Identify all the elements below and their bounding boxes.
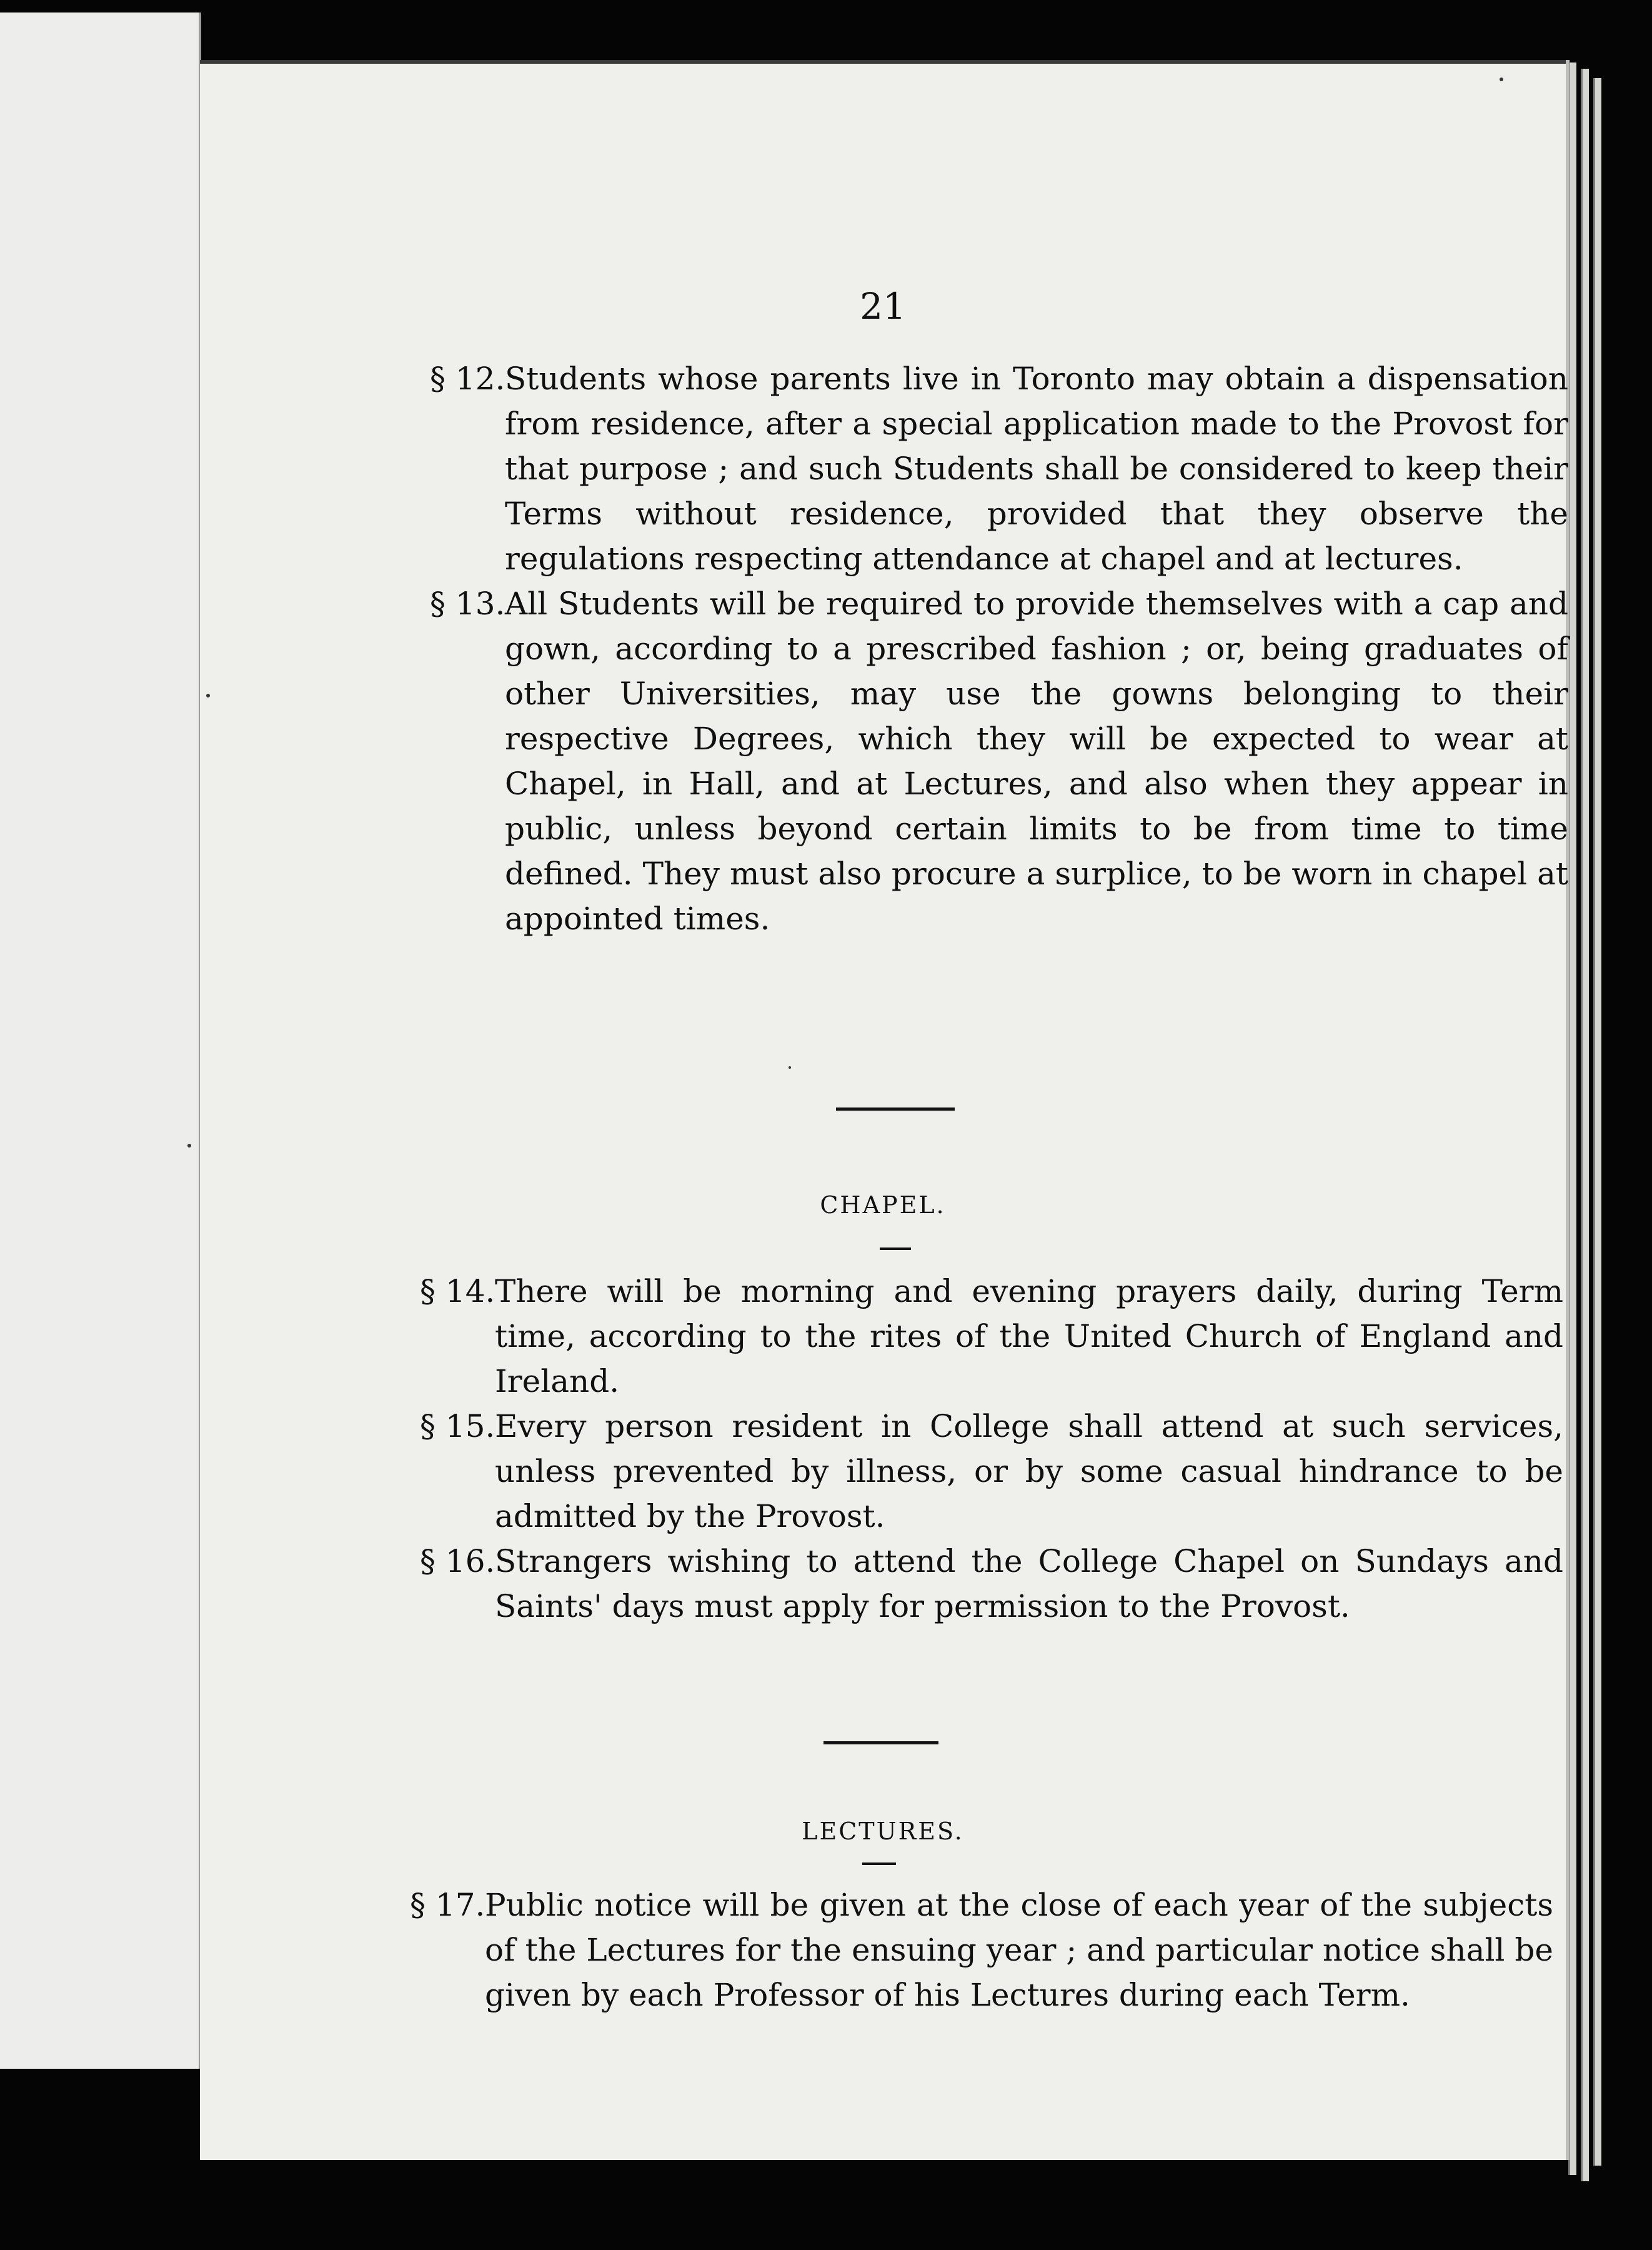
document-page (200, 60, 1570, 2160)
lectures-section (410, 1882, 1553, 2018)
scan-speck (187, 1144, 191, 1148)
lectures-heading: LECTURES. (802, 1818, 964, 1845)
section-number: § 12. (430, 361, 505, 397)
section-text: Public notice will be given at the close of each year of the subjects of the Lectures for the ensuing year ; and particular notice shall be given by each Professor of his Lectures during each Term. (485, 1887, 1553, 2013)
chapel-section (420, 1269, 1563, 1629)
heading-underline (862, 1862, 896, 1865)
section-text: Strangers wishing to attend the College Chapel on Sundays and Saints' days must apply for permission to the Provost. (495, 1543, 1563, 1624)
section-text: All Students will be required to provide themselves with a cap and gown, according to a prescribed fashion ; or, being graduates of other Universities, may use the gowns belonging to their respective Degrees, which they will be expected to wear at Chapel, in Hall, and at Lectures, and also when they appear in public, unless beyond certain limits to be from time to time defined. They must also procure a surplice, to be worn in chapel at appointed times. (505, 586, 1568, 937)
scan-speck (206, 694, 210, 698)
residence-section (430, 356, 1568, 941)
page-edge-strip (1581, 69, 1589, 2181)
section-16 (420, 1539, 1563, 1629)
section-text: Every person resident in College shall attend at such services, unless prevented by illness, or by some casual hindrance to be admitted by the Provost. (495, 1408, 1563, 1534)
section-12 (430, 356, 1568, 581)
section-number: § 15. (420, 1408, 495, 1444)
section-15 (420, 1404, 1563, 1539)
section-number: § 17. (410, 1887, 485, 1923)
scan-speck (1500, 78, 1503, 81)
heading-underline (880, 1248, 911, 1250)
section-17 (410, 1882, 1553, 2018)
section-text: Students whose parents live in Toronto may obtain a dispensation from residence, after a special application made to the Provost for that purpose ; and such Students shall be considered to keep their Terms without residence, provided that they observe the regulations respecting attendance at chapel and at lectures. (505, 361, 1568, 577)
facing-page-edge (0, 12, 201, 2069)
section-number: § 13. (430, 586, 505, 622)
section-13 (430, 581, 1568, 941)
chapel-heading: CHAPEL. (820, 1191, 946, 1219)
page-number: 21 (860, 285, 906, 328)
section-number: § 14. (420, 1273, 495, 1309)
section-divider (836, 1108, 955, 1111)
section-14 (420, 1269, 1563, 1404)
section-number: § 16. (420, 1543, 495, 1579)
section-divider (824, 1741, 938, 1744)
scan-speck (789, 1066, 791, 1069)
section-text: There will be morning and evening prayers daily, during Term time, according to the rites of the United Church of England and Ireland. (495, 1273, 1563, 1399)
page-edge-strip (1593, 78, 1601, 2166)
